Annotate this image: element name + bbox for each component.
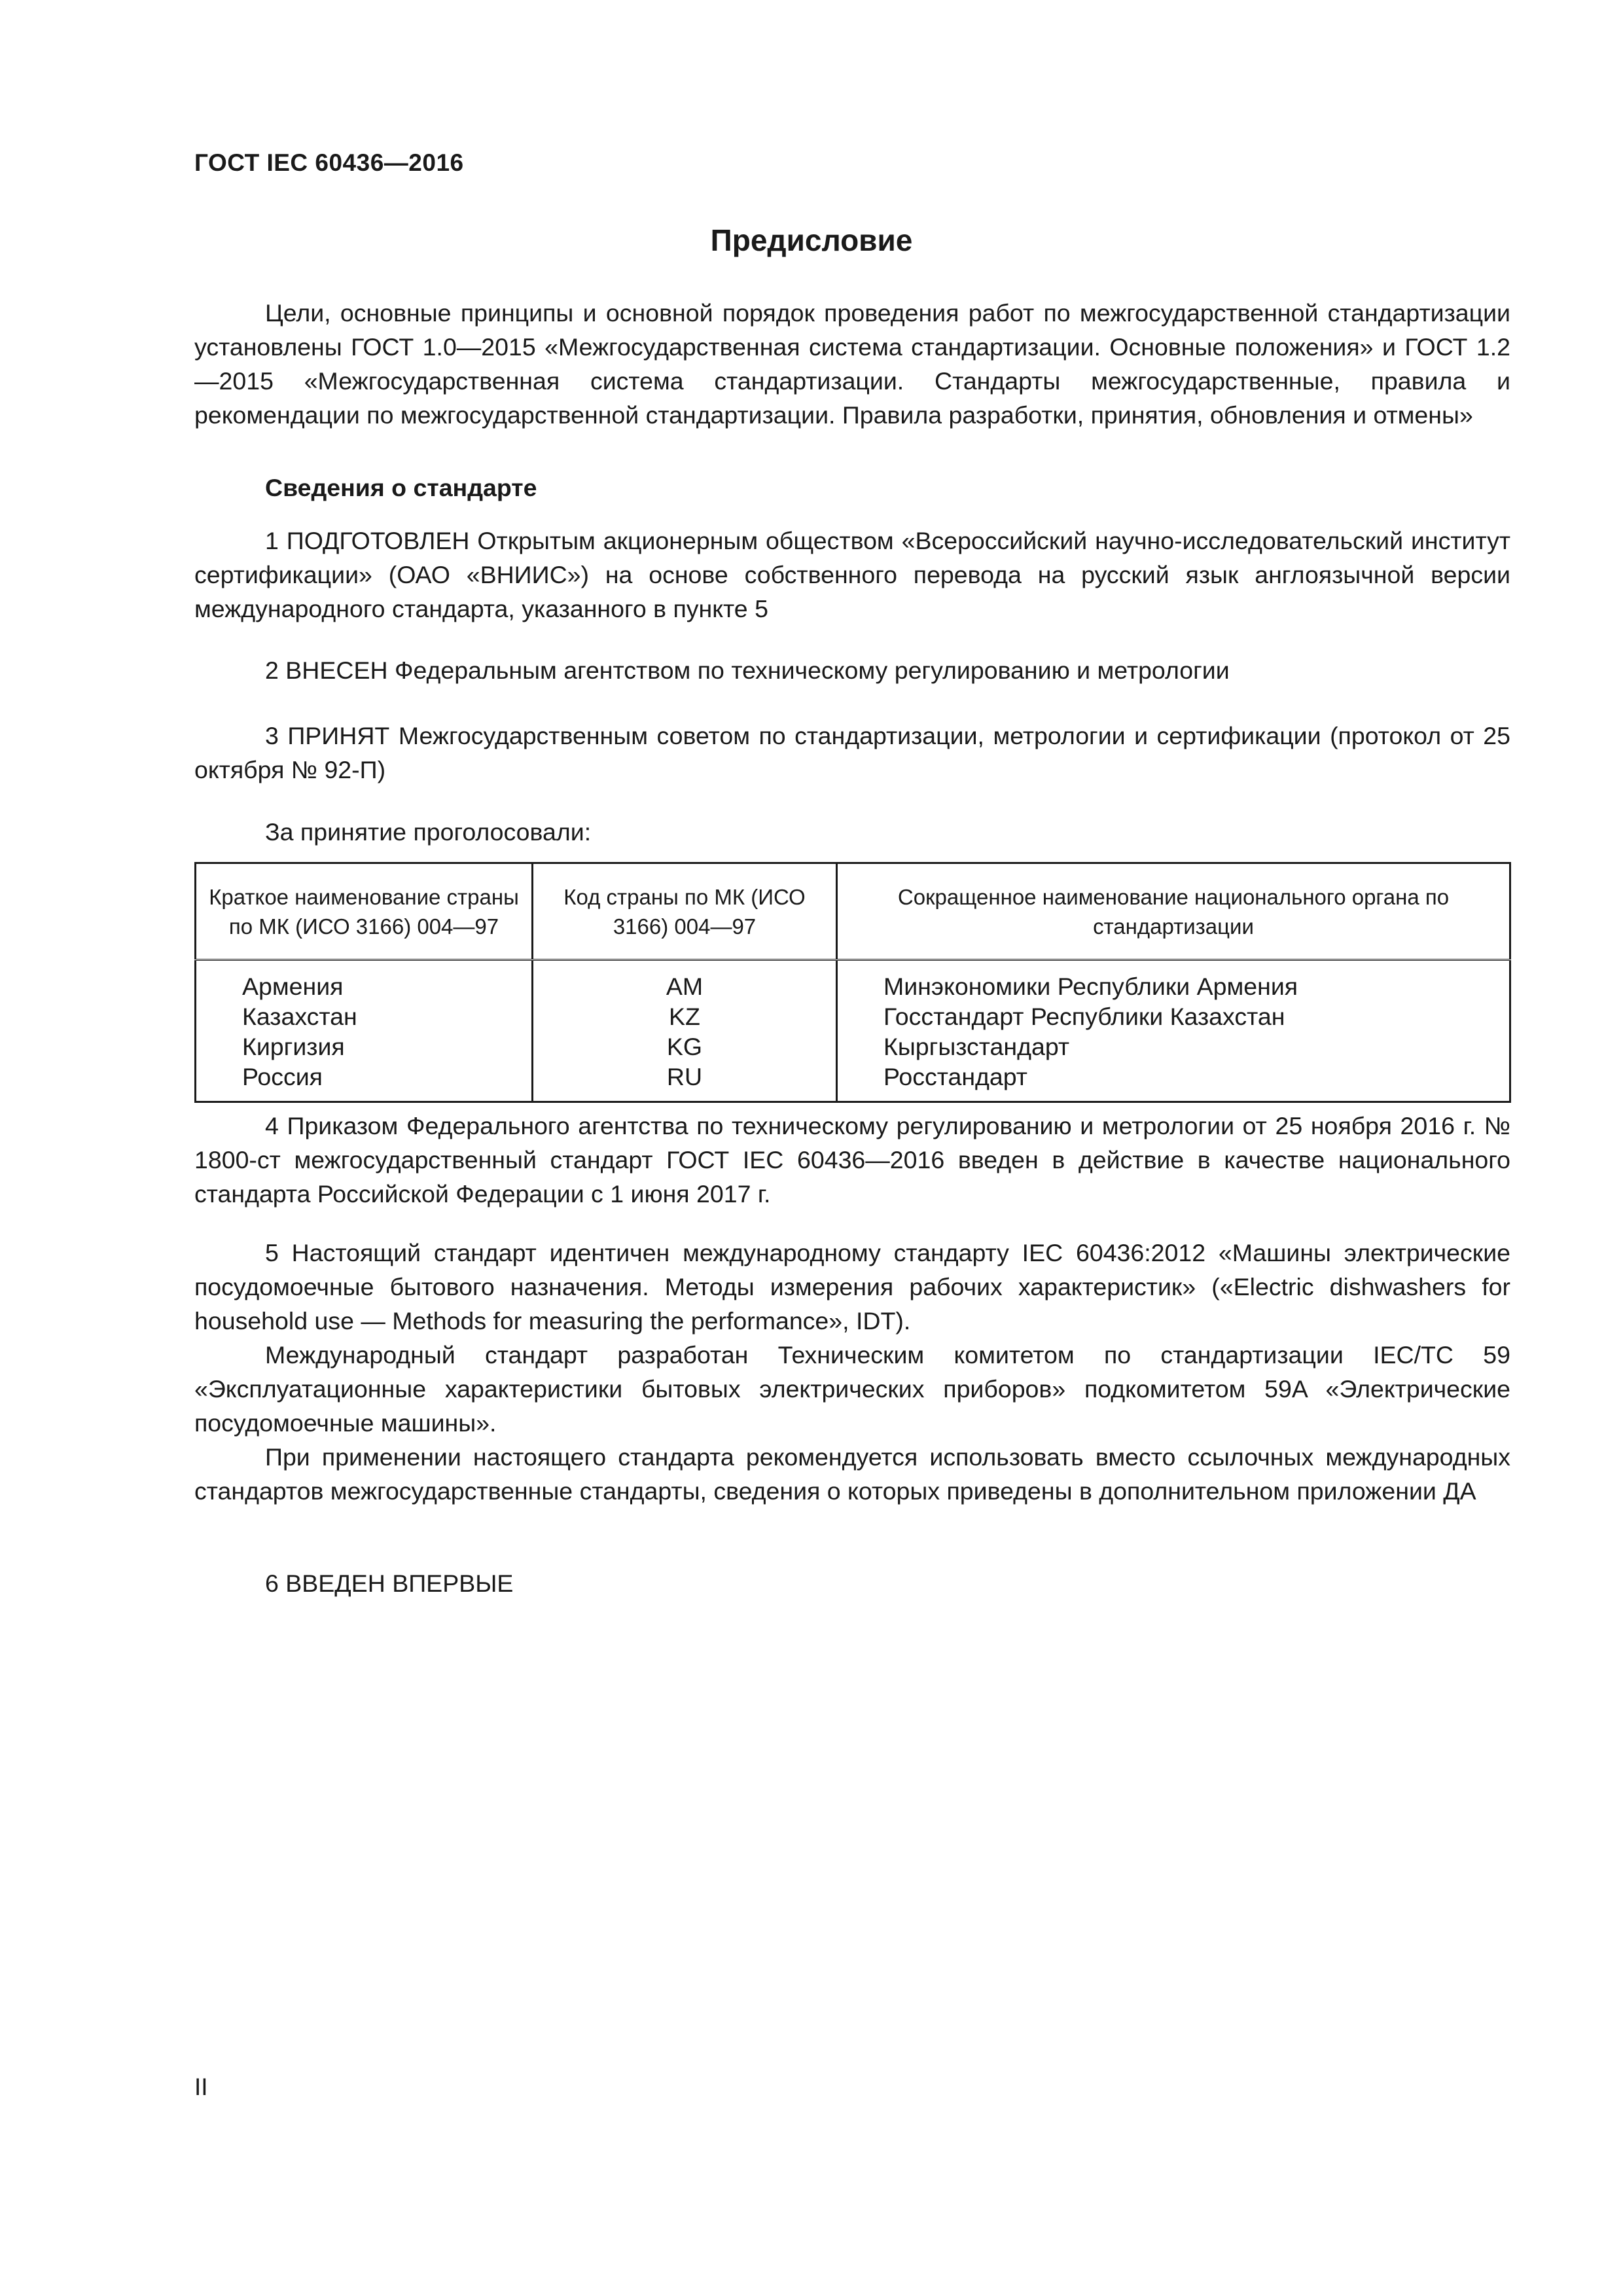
table-header-row (196, 863, 1510, 960)
voting-table (194, 862, 1511, 1103)
item-2-paragraph: 2 ВНЕСЕН Федеральным агентством по техническому регулированию и метрологии (265, 656, 1230, 684)
table-cell-body: Минэкономики Республики Армения (837, 960, 1510, 1002)
item-1-paragraph: 1 ПОДГОТОВЛЕН Открытым акционерным обществом «Всероссийский научно-исследовательский институт сертификации» (ОАО «ВНИИС») на основе собственного перевода на русский язык англоязычной версии международного стандарта, указанного в пункте 5 (194, 527, 1510, 622)
table-cell-code: AM (533, 960, 837, 1002)
table-row (196, 1001, 1510, 1031)
table-cell-country: Киргизия (196, 1031, 533, 1062)
item-4-paragraph: 4 Приказом Федерального агентства по техническому регулированию и метрологии от 25 ноября 2016 г. № 1800-ст межгосударственный стандарт ГОСТ IEC 60436—2016 введен в действие в качестве национального стандарта Российской Федерации с 1 июня 2017 г. (194, 1112, 1510, 1208)
info-heading: Сведения о стандарте (265, 474, 537, 501)
page-title: Предисловие (710, 223, 913, 257)
page-number: II (194, 2073, 208, 2100)
intro-paragraph: Цели, основные принципы и основной порядок проведения работ по межгосударственной стандартизации установлены ГОСТ 1.0—2015 «Межгосударственная система стандартизации. Основные положения» и ГОСТ 1.2—2015 «Межгосударственная система стандартизации. Стандарты межгосударственные, правила и рекомендации по межгосударственной стандартизации. Правила разработки, принятия, обновления и отмены» (194, 299, 1510, 429)
table-row (196, 960, 1510, 1002)
item-6-paragraph: 6 ВВЕДЕН ВПЕРВЫЕ (265, 1570, 514, 1597)
item-3-paragraph: 3 ПРИНЯТ Межгосударственным советом по стандартизации, метрологии и сертификации (протокол от 25 октября № 92-П) (194, 722, 1510, 783)
item-5-paragraph: 5 Настоящий стандарт идентичен международному стандарту IEC 60436:2012 «Машины электрические посудомоечные бытового назначения. Методы измерения рабочих характеристик» («Electric dishwashers for household use — Methods for measuring the performance», IDT). (194, 1239, 1510, 1335)
item-5-committee-paragraph: Международный стандарт разработан Техническим комитетом по стандартизации IEC/TC 59 «Эксплуатационные характеристики бытовых электрических приборов» подкомитетом 59A «Электрические посудомоечные машины». (194, 1341, 1510, 1437)
table-header-body: Сокращенное наименование национального органа по стандартизации (837, 863, 1510, 960)
table-row (196, 1031, 1510, 1062)
table-cell-country: Армения (196, 960, 533, 1002)
running-header: ГОСТ IEC 60436—2016 (194, 149, 464, 176)
table-header-country: Краткое наименование страны по МК (ИСО 3166) 004—97 (196, 863, 533, 960)
table-row (196, 1062, 1510, 1102)
table-cell-body: Госстандарт Республики Казахстан (837, 1001, 1510, 1031)
table-cell-code: KG (533, 1031, 837, 1062)
table-header-code: Код страны по МК (ИСО 3166) 004—97 (533, 863, 837, 960)
voted-label: За принятие проголосовали: (265, 818, 592, 846)
table-cell-country: Россия (196, 1062, 533, 1102)
table-cell-country: Казахстан (196, 1001, 533, 1031)
table-cell-code: KZ (533, 1001, 837, 1031)
item-5-references-paragraph: При применении настоящего стандарта рекомендуется использовать вместо ссылочных международных стандартов межгосударственные стандарты, сведения о которых приведены в дополнительном приложении ДА (194, 1443, 1510, 1505)
table-cell-code: RU (533, 1062, 837, 1102)
table-cell-body: Кыргызстандарт (837, 1031, 1510, 1062)
table-cell-body: Росстандарт (837, 1062, 1510, 1102)
